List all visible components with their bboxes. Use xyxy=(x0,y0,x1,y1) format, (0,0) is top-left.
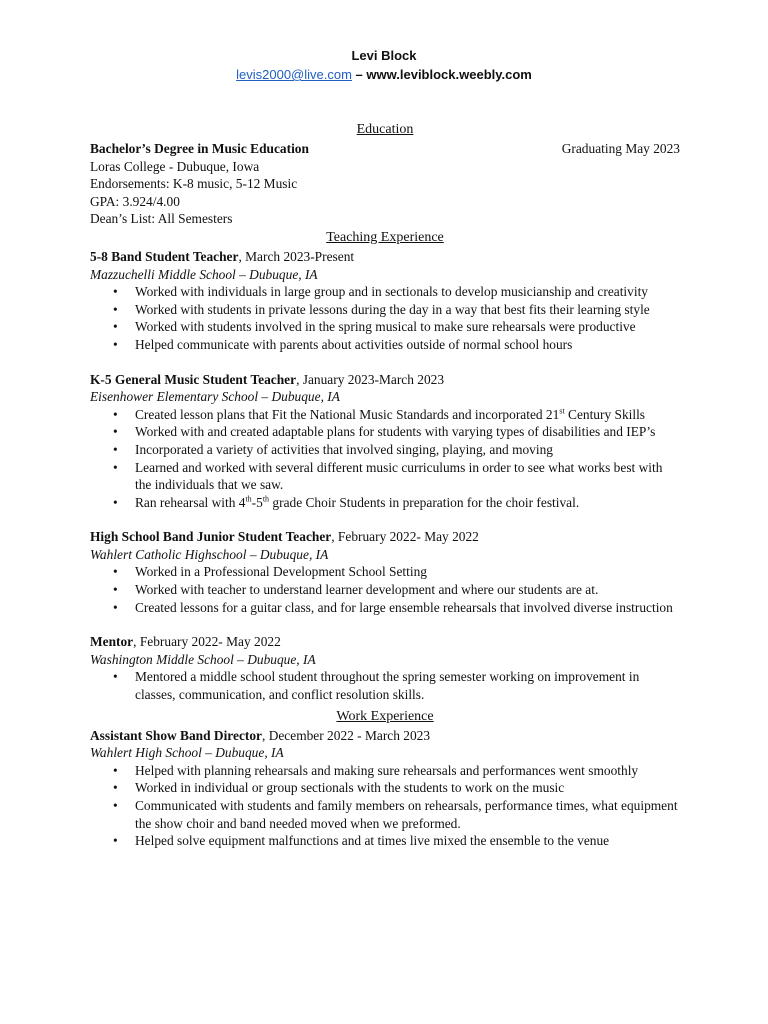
education-line: GPA: 3.924/4.00 xyxy=(90,193,180,209)
section-title-work: Work Experience xyxy=(336,708,434,724)
job-title-line xyxy=(90,633,680,651)
list-item: • Helped communicate with parents about activities outside of normal school hours xyxy=(135,336,680,354)
job-role: K-5 General Music Student Teacher xyxy=(90,371,297,387)
list-item: • Mentored a middle school student throughout the spring semester working on improvement in classes, communication, and conflict resolution skills. xyxy=(135,668,680,703)
list-item: • Worked in a Professional Development School Setting xyxy=(135,563,680,581)
job-dates: , March 2023-Present xyxy=(238,248,355,264)
superscript: th xyxy=(262,494,270,504)
section-title-teaching: Teaching Experience xyxy=(326,229,444,245)
education-line: Dean’s List: All Semesters xyxy=(90,211,233,227)
bullet-text: Century Skills xyxy=(564,406,646,422)
graduation-date: Graduating May 2023 xyxy=(561,141,680,156)
contact-separator: – xyxy=(351,67,367,82)
list-item: • Helped with planning rehearsals and making sure rehearsals and performances went smoothly xyxy=(135,762,680,780)
resume-header xyxy=(0,46,768,84)
job-school: Wahlert Catholic Highschool – Dubuque, IA xyxy=(90,546,329,562)
bullet-list xyxy=(90,406,680,512)
job-title-line xyxy=(90,371,680,389)
education-line: Endorsements: K-8 music, 5-12 Music xyxy=(90,176,298,192)
bullet-text: grade Choir Students in preparation for the choir festival. xyxy=(269,494,580,510)
email-link[interactable]: levis2000@live.com xyxy=(236,67,352,82)
list-item xyxy=(135,494,680,512)
education-degree-row xyxy=(90,140,680,158)
job-school: Wahlert High School – Dubuque, IA xyxy=(90,745,284,761)
list-item xyxy=(135,406,680,424)
list-item: • Worked in individual or group sectionals with the students to work on the music xyxy=(135,779,680,797)
list-item: • Worked with teacher to understand learner development and where our students are at. xyxy=(135,581,680,599)
list-item: • Communicated with students and family members on rehearsals, performance times, what equipment the show choir and band needed moved when we preformed. xyxy=(135,797,680,832)
job-role: Mentor xyxy=(90,634,134,650)
superscript: th xyxy=(245,494,252,504)
list-item: • Incorporated a variety of activities that involved singing, playing, and moving xyxy=(135,441,680,459)
resume-body xyxy=(90,120,680,850)
list-item: • Created lessons for a guitar class, and for large ensemble rehearsals that involved diverse instruction xyxy=(135,599,680,617)
job-dates: , December 2022 - March 2023 xyxy=(262,727,431,743)
bullet-text: -5 xyxy=(251,494,263,510)
degree: Bachelor’s Degree in Music Education xyxy=(90,141,309,156)
contact-line xyxy=(0,65,768,84)
job-role: High School Band Junior Student Teacher xyxy=(90,529,332,545)
job-school: Mazzuchelli Middle School – Dubuque, IA xyxy=(90,266,318,282)
list-item: • Worked with individuals in large group and in sectionals to develop musicianship and creativity xyxy=(135,283,680,301)
bullet-list xyxy=(90,563,680,616)
bullet-list xyxy=(90,283,680,353)
bullet-text: Created lesson plans that Fit the National Music Standards and incorporated 21 xyxy=(135,406,560,422)
job-dates: , February 2022- May 2022 xyxy=(331,529,479,545)
list-item: • Worked with and created adaptable plans for students with varying types of disabilities and IEP’s xyxy=(135,423,680,441)
bullet-list xyxy=(90,668,680,703)
job-title-line xyxy=(90,528,680,546)
list-item: • Worked with students in private lessons during the day in a way that best fits their learning style xyxy=(135,301,680,319)
bullet-list xyxy=(90,762,680,850)
job-school: Washington Middle School – Dubuque, IA xyxy=(90,651,316,667)
section-title-education: Education xyxy=(356,122,414,137)
website: www.leviblock.weebly.com xyxy=(366,67,532,82)
list-item: • Learned and worked with several different music curriculums in order to see what works best with the individuals that we saw. xyxy=(135,459,680,494)
job-title-line xyxy=(90,727,680,745)
job-school: Eisenhower Elementary School – Dubuque, IA xyxy=(90,389,340,405)
job-role: Assistant Show Band Director xyxy=(90,727,262,743)
list-item: • Helped solve equipment malfunctions and at times live mixed the ensemble to the venue xyxy=(135,832,680,850)
job-title-line xyxy=(90,248,680,266)
education-line: Loras College - Dubuque, Iowa xyxy=(90,158,260,174)
bullet-text: Ran rehearsal with 4 xyxy=(135,494,246,510)
job-dates: , February 2022- May 2022 xyxy=(133,634,281,650)
superscript: st xyxy=(559,406,565,416)
job-role: 5-8 Band Student Teacher xyxy=(90,248,239,264)
job-dates: , January 2023-March 2023 xyxy=(296,371,445,387)
name: Levi Block xyxy=(351,48,417,63)
list-item: • Worked with students involved in the spring musical to make sure rehearsals were productive xyxy=(135,318,680,336)
